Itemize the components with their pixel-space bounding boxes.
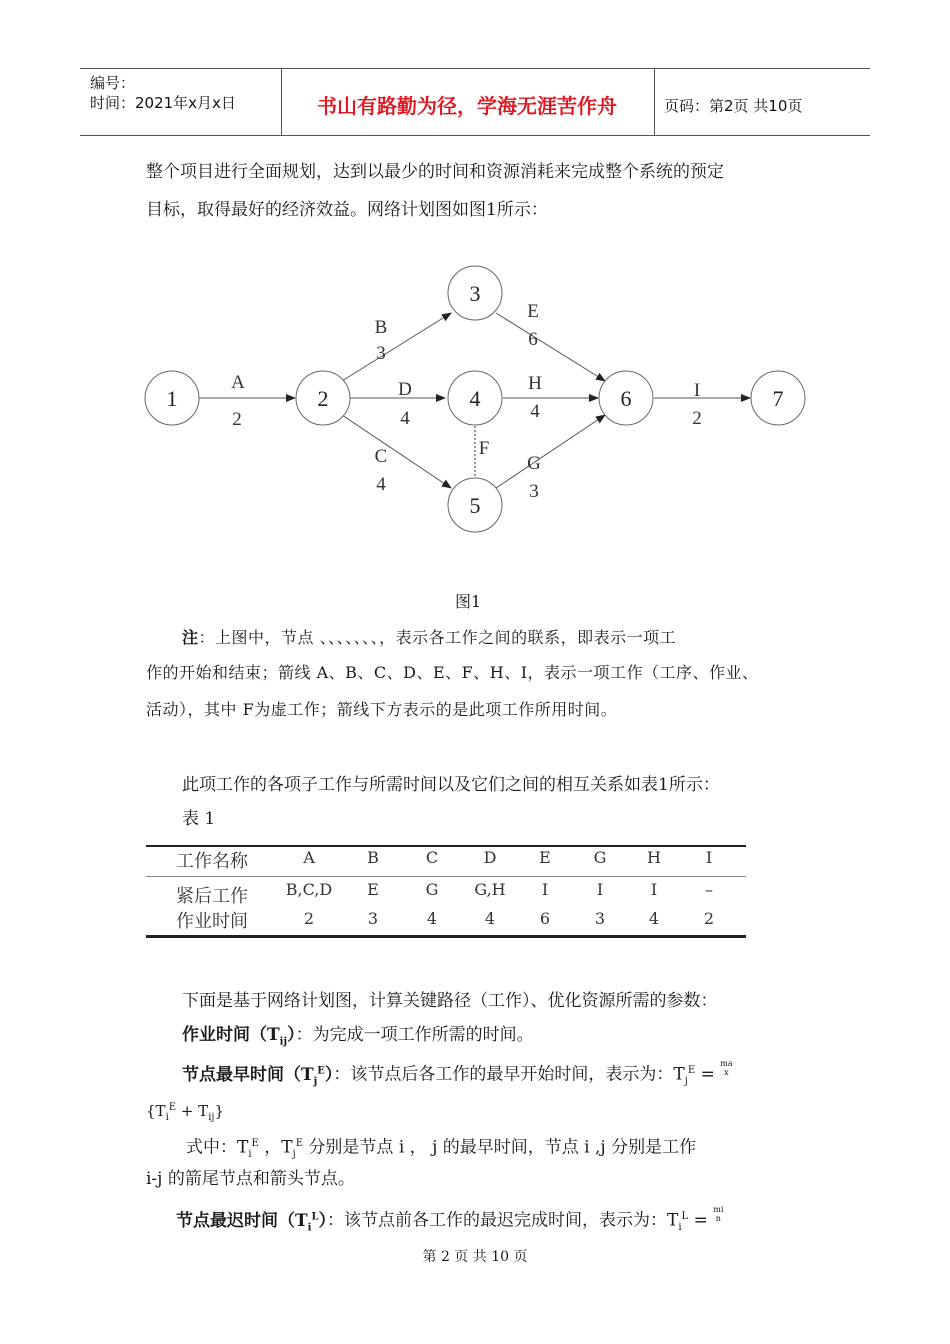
table-mid-rule	[146, 876, 746, 877]
node-2-label: 2	[317, 386, 329, 411]
edge-G-time: 3	[529, 481, 539, 502]
table-cell-time: 3	[594, 909, 606, 928]
latest-text: ：该节点前各工作的最迟完成时间，表示为：T	[327, 1210, 679, 1231]
edge-B-name: B	[374, 317, 388, 338]
latest-label: 节点最迟时间$(T_i^L)$	[176, 1210, 327, 1234]
where-line-2: i-j 的箭尾节点和箭头节点。	[146, 1169, 355, 1189]
header-page-info: 页码：第2页 共10页	[664, 97, 803, 115]
edge-C-name: C	[374, 446, 388, 467]
work-time-text: ：为完成一项工作所需的时间。	[295, 1025, 534, 1045]
edge-A-name: A	[231, 372, 245, 393]
intro-line-2: 目标，取得最好的经济效益。网络计划图如图1所示：	[146, 200, 548, 220]
max-operator: ma x	[720, 1059, 733, 1077]
table-row-label-name: 工作名称	[176, 851, 248, 872]
edge-I-name: I	[693, 380, 701, 401]
node-1-label: 1	[166, 386, 178, 411]
edge-A-time: 2	[232, 409, 242, 430]
table-cell-time: 4	[426, 909, 438, 928]
header-motto: 书山有路勤为径，学海无涯苦作舟	[317, 94, 617, 118]
node-6-label: 6	[620, 386, 632, 411]
table-cell-name: I	[705, 848, 713, 867]
edge-G-name: G	[527, 453, 541, 474]
edge-E-time: 6	[528, 329, 538, 350]
header-time-label: 时间：2021年x月x日	[90, 94, 236, 112]
table-cell-successor: G,H	[474, 880, 506, 899]
edge-D-time: 4	[400, 408, 410, 429]
latest-line: 节点最迟时间$(T_i^L)$：该节点前各工作的最迟完成时间，表示为：$T_i^L$ = mi n	[176, 1205, 724, 1234]
table-row-label-time: 作业时间	[176, 911, 248, 932]
earliest-label: 节点最早时间$(T_j^E)$	[182, 1064, 334, 1088]
note-line-2: 作的开始和结束；箭线 A、B、C、D、E、F、H、I，表示一项工作（工序、作业、	[146, 663, 759, 682]
edge-H-name: H	[528, 373, 542, 394]
table-bottom-rule	[146, 935, 746, 938]
edge-G-arrow	[496, 415, 605, 488]
edge-D-name: D	[398, 379, 412, 400]
node-7-label: 7	[772, 386, 784, 411]
table-cell-name: C	[425, 848, 439, 867]
work-time-label: 作业时间$(T_{ij})$	[182, 1025, 296, 1048]
table-cell-name: D	[483, 848, 497, 867]
where-line-1: 式中：$T_i^E$ ，$T_j^E$ 分别是节点 i ， j 的最早时间，节点 i ,j 分别是工作	[186, 1137, 697, 1161]
table-cell-time: 4	[648, 909, 660, 928]
table-title: 表 1	[182, 809, 216, 829]
note-line-1	[182, 627, 676, 649]
table-cell-successor: I	[541, 880, 549, 899]
edge-F-name: F	[478, 438, 490, 459]
table-cell-successor: –	[705, 880, 713, 899]
table-intro: 此项工作的各项子工作与所需时间以及它们之间的相互关系如表1所示：	[182, 775, 720, 795]
table-cell-time: 6	[539, 909, 551, 928]
node-4-label: 4	[469, 386, 481, 411]
header-number-label: 编号：	[90, 74, 136, 92]
note-line-3: 活动），其中 F为虚工作；箭线下方表示的是此项工作所用时间。	[146, 700, 618, 719]
table-cell-name: G	[593, 848, 607, 867]
earliest-line: 节点最早时间$(T_j^E)$：该节点后各工作的最早开始时间，表示为：$T_j^E$ = ma x	[182, 1059, 733, 1088]
table-cell-successor: I	[596, 880, 604, 899]
page-footer: 第 2 页 共 10 页	[422, 1249, 528, 1265]
work-time-line	[182, 1023, 534, 1054]
min-operator: mi n	[713, 1205, 724, 1223]
table-cell-time: 2	[703, 909, 715, 928]
table-cell-name: H	[647, 848, 661, 867]
earliest-formula-line: $\{T_i^E + T_{ij}\}$	[146, 1102, 225, 1123]
edge-B-time: 3	[376, 343, 386, 364]
note-line-1-text: ：上图中，节点 、、、、、、、，表示各工作之间的联系，即表示一项工	[198, 628, 677, 647]
edge-E-arrow	[496, 313, 605, 381]
intro-line-1: 整个项目进行全面规划，达到以最少的时间和资源消耗来完成整个系统的预定	[146, 162, 724, 182]
network-diagram	[0, 0, 950, 600]
table-cell-time: 4	[484, 909, 496, 928]
table-cell-name: A	[303, 848, 315, 867]
table-cell-successor: B,C,D	[285, 880, 333, 899]
table-cell-successor: E	[367, 880, 379, 899]
note-label: 注	[182, 628, 199, 647]
table-cell-name: B	[367, 848, 379, 867]
edge-I-time: 2	[692, 408, 702, 429]
earliest-text: ：该节点后各工作的最早开始时间，表示为：T	[333, 1064, 685, 1085]
params-intro: 下面是基于网络计划图，计算关键路径（工作）、优化资源所需的参数：	[182, 991, 718, 1011]
figure-caption: 图1	[455, 592, 482, 611]
node-5-label: 5	[469, 493, 481, 518]
table-cell-successor: G	[425, 880, 439, 899]
edge-C-time: 4	[376, 474, 386, 495]
node-3-label: 3	[469, 281, 481, 306]
table-row-label-successors: 紧后工作	[176, 886, 248, 907]
table-cell-time: 3	[367, 909, 379, 928]
edge-E-name: E	[527, 301, 539, 322]
table-cell-name: E	[539, 848, 551, 867]
table-cell-time: 2	[303, 909, 315, 928]
table-cell-successor: I	[650, 880, 658, 899]
edge-B-arrow	[342, 313, 451, 381]
edge-H-time: 4	[530, 401, 540, 422]
edge-C-arrow	[342, 415, 451, 488]
